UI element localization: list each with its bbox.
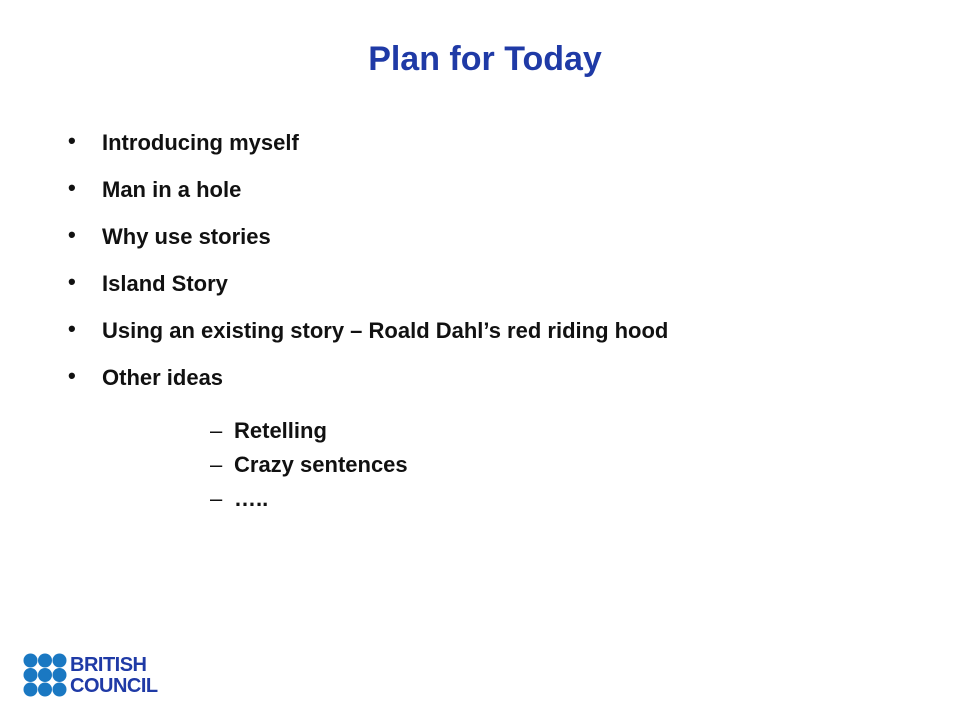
bullet-text: Man in a hole — [102, 177, 242, 202]
bullet-text: Introducing myself — [102, 130, 299, 155]
sub-bullet-text: Retelling — [234, 418, 327, 443]
sub-bullet-dash: – — [210, 418, 223, 443]
sub-bullet-dash: – — [210, 486, 223, 511]
sub-bullet-text: Crazy sentences — [234, 452, 408, 477]
bullet-dot: • — [68, 222, 76, 247]
sub-bullet-dash: – — [210, 452, 223, 477]
bullet-dot: • — [68, 175, 76, 200]
logo-wordmark — [70, 655, 158, 697]
bullet-text: Why use stories — [102, 224, 271, 249]
logo-line-1: BRITISH — [70, 654, 147, 676]
bullet-text: Island Story — [102, 271, 228, 296]
bullet-dot: • — [68, 363, 76, 388]
sub-bullet-text: ….. — [234, 486, 269, 511]
bullet-text: Other ideas — [102, 365, 224, 390]
bullet-dot: • — [68, 128, 76, 153]
logo-line-2: COUNCIL — [70, 675, 158, 697]
bullet-dot: • — [68, 316, 76, 341]
slide-title: Plan for Today — [368, 40, 602, 78]
british-council-logo — [23, 653, 183, 701]
bullet-text: Using an existing story – Roald Dahl’s red riding hood — [102, 318, 669, 343]
logo-dots-icon — [23, 653, 67, 701]
bullet-dot: • — [68, 269, 76, 294]
